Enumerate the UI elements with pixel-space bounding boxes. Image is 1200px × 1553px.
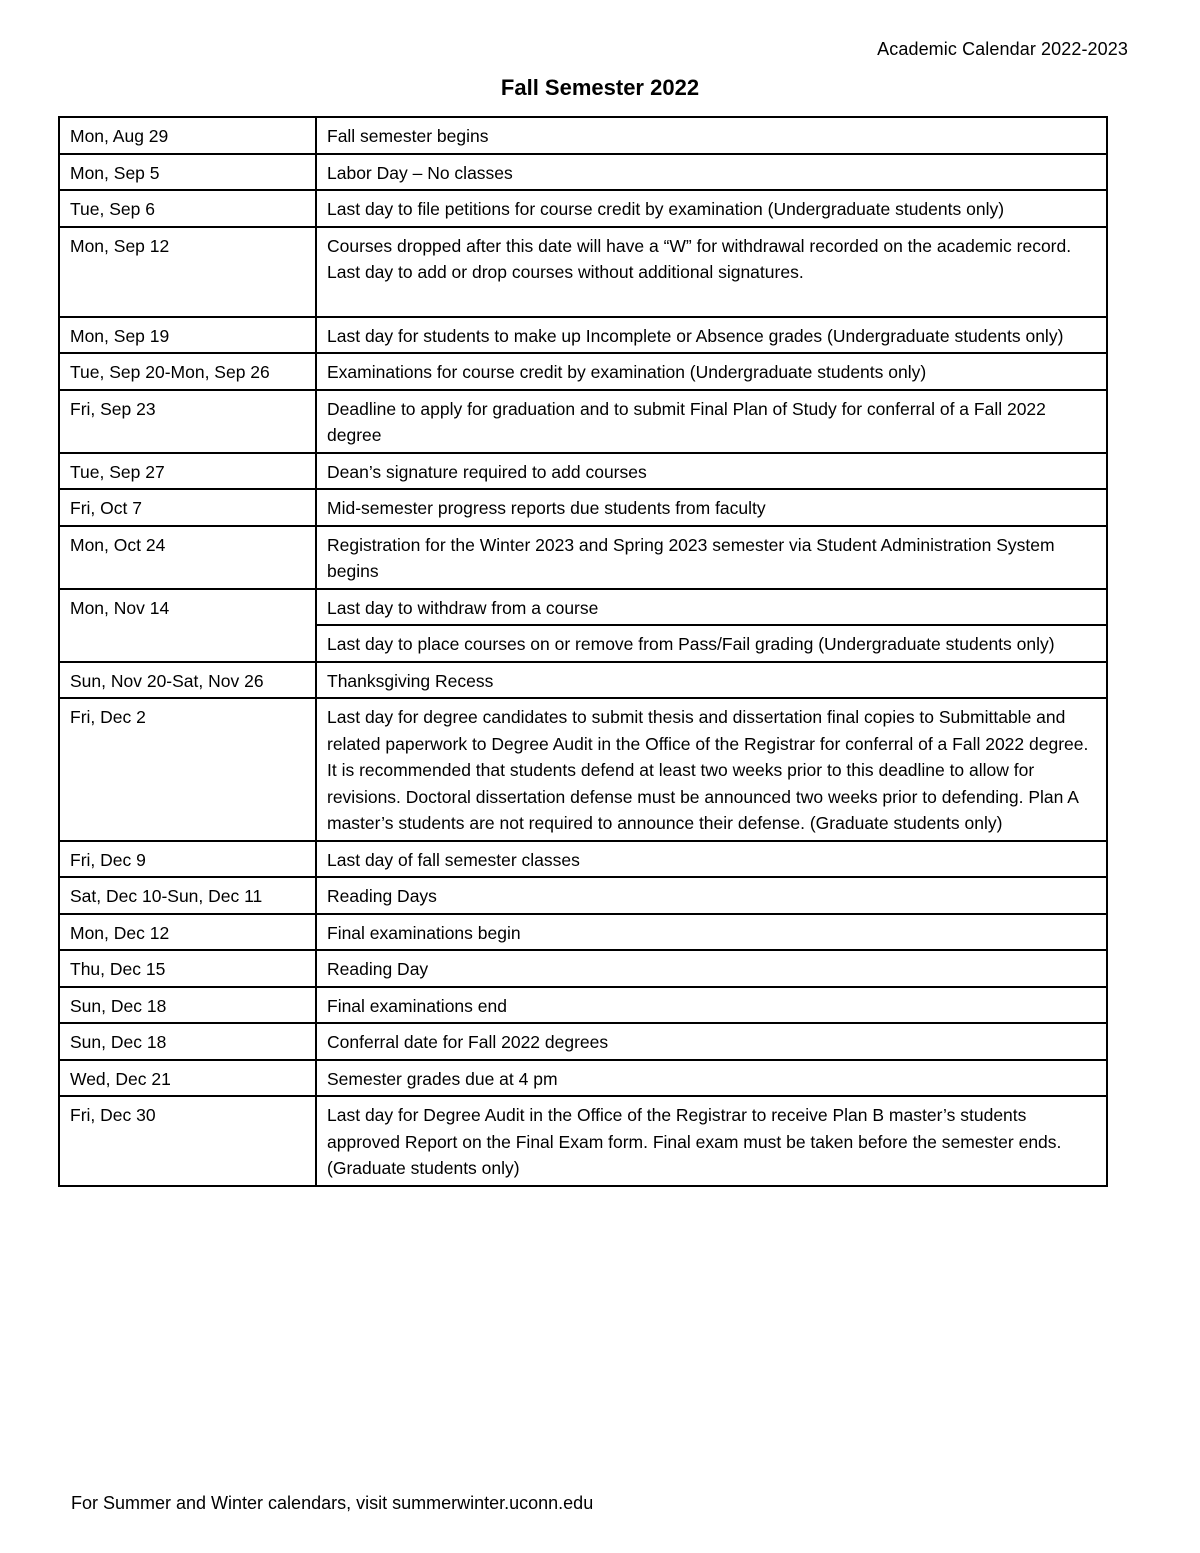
table-row: [59, 489, 1107, 526]
table-row: [59, 190, 1107, 227]
event-cell: Final examinations end: [316, 987, 1107, 1024]
date-cell: Tue, Sep 20-Mon, Sep 26: [59, 353, 316, 390]
table-row: [59, 453, 1107, 490]
table-row: [59, 154, 1107, 191]
event-cell: Registration for the Winter 2023 and Spring 2023 semester via Student Administration System begins: [316, 526, 1107, 589]
date-cell: Fri, Dec 30: [59, 1096, 316, 1186]
date-cell: Sun, Dec 18: [59, 1023, 316, 1060]
date-cell: Mon, Sep 19: [59, 317, 316, 354]
event-cell: Mid-semester progress reports due students from faculty: [316, 489, 1107, 526]
date-cell: Tue, Sep 27: [59, 453, 316, 490]
event-cell: Final examinations begin: [316, 914, 1107, 951]
event-cell: Last day to place courses on or remove from Pass/Fail grading (Undergraduate students only): [316, 625, 1107, 662]
date-cell: Mon, Sep 12: [59, 227, 316, 317]
date-cell: Mon, Aug 29: [59, 117, 316, 154]
table-row: [59, 877, 1107, 914]
table-row: [59, 589, 1107, 626]
date-cell: Sun, Dec 18: [59, 987, 316, 1024]
table-row: [59, 1060, 1107, 1097]
date-cell: Fri, Sep 23: [59, 390, 316, 453]
table-row: [59, 841, 1107, 878]
date-cell: Mon, Oct 24: [59, 526, 316, 589]
date-cell: Tue, Sep 6: [59, 190, 316, 227]
date-cell: Sat, Dec 10-Sun, Dec 11: [59, 877, 316, 914]
event-cell: Last day for degree candidates to submit thesis and dissertation final copies to Submittable and related paperwork to Degree Audit in the Office of the Registrar for conferral of a Fall 2022 degree. It is recommended that students defend at least two weeks prior to this deadline to allow for revisions. Doctoral dissertation defense must be announced two weeks prior to defending. Plan A master’s students are not required to announce their defense. (Graduate students only): [316, 698, 1107, 841]
date-cell: Sun, Nov 20-Sat, Nov 26: [59, 662, 316, 699]
running-header: Academic Calendar 2022-2023: [877, 39, 1128, 59]
calendar-table: [58, 116, 1108, 1187]
page-title: Fall Semester 2022: [500, 75, 700, 100]
event-cell: Last day to withdraw from a course: [316, 589, 1107, 626]
date-cell: Wed, Dec 21: [59, 1060, 316, 1097]
event-cell: Last day to file petitions for course credit by examination (Undergraduate students only): [316, 190, 1107, 227]
table-row: [59, 317, 1107, 354]
table-row: [59, 526, 1107, 589]
date-cell: Mon, Sep 5: [59, 154, 316, 191]
table-row: [59, 662, 1107, 699]
event-cell: Deadline to apply for graduation and to submit Final Plan of Study for conferral of a Fall 2022 degree: [316, 390, 1107, 453]
table-row: [59, 390, 1107, 453]
table-row: [59, 1096, 1107, 1186]
date-cell: Fri, Dec 9: [59, 841, 316, 878]
table-row: [59, 914, 1107, 951]
date-cell: Mon, Nov 14: [59, 589, 316, 662]
table-row: [59, 698, 1107, 841]
table-row: [59, 950, 1107, 987]
table-row: [59, 117, 1107, 154]
event-cell: Fall semester begins: [316, 117, 1107, 154]
event-cell: Semester grades due at 4 pm: [316, 1060, 1107, 1097]
table-row: [59, 1023, 1107, 1060]
table-row: [59, 353, 1107, 390]
date-cell: Fri, Oct 7: [59, 489, 316, 526]
footer-note: For Summer and Winter calendars, visit summerwinter.uconn.edu: [71, 1493, 594, 1513]
event-cell: Last day of fall semester classes: [316, 841, 1107, 878]
date-cell: Thu, Dec 15: [59, 950, 316, 987]
event-cell: Reading Day: [316, 950, 1107, 987]
event-cell: Labor Day – No classes: [316, 154, 1107, 191]
event-cell: Conferral date for Fall 2022 degrees: [316, 1023, 1107, 1060]
event-cell: Reading Days: [316, 877, 1107, 914]
date-cell: Fri, Dec 2: [59, 698, 316, 841]
event-cell: Dean’s signature required to add courses: [316, 453, 1107, 490]
event-cell: Thanksgiving Recess: [316, 662, 1107, 699]
event-cell: Examinations for course credit by examination (Undergraduate students only): [316, 353, 1107, 390]
event-cell: Last day for Degree Audit in the Office of the Registrar to receive Plan B master’s students approved Report on the Final Exam form. Final exam must be taken before the semester ends. (Graduate students only): [316, 1096, 1107, 1186]
event-cell: Courses dropped after this date will have a “W” for withdrawal recorded on the academic record. Last day to add or drop courses without additional signatures.: [316, 227, 1107, 317]
date-cell: Mon, Dec 12: [59, 914, 316, 951]
event-cell: Last day for students to make up Incomplete or Absence grades (Undergraduate students only): [316, 317, 1107, 354]
table-row: [59, 987, 1107, 1024]
table-row: [59, 227, 1107, 317]
